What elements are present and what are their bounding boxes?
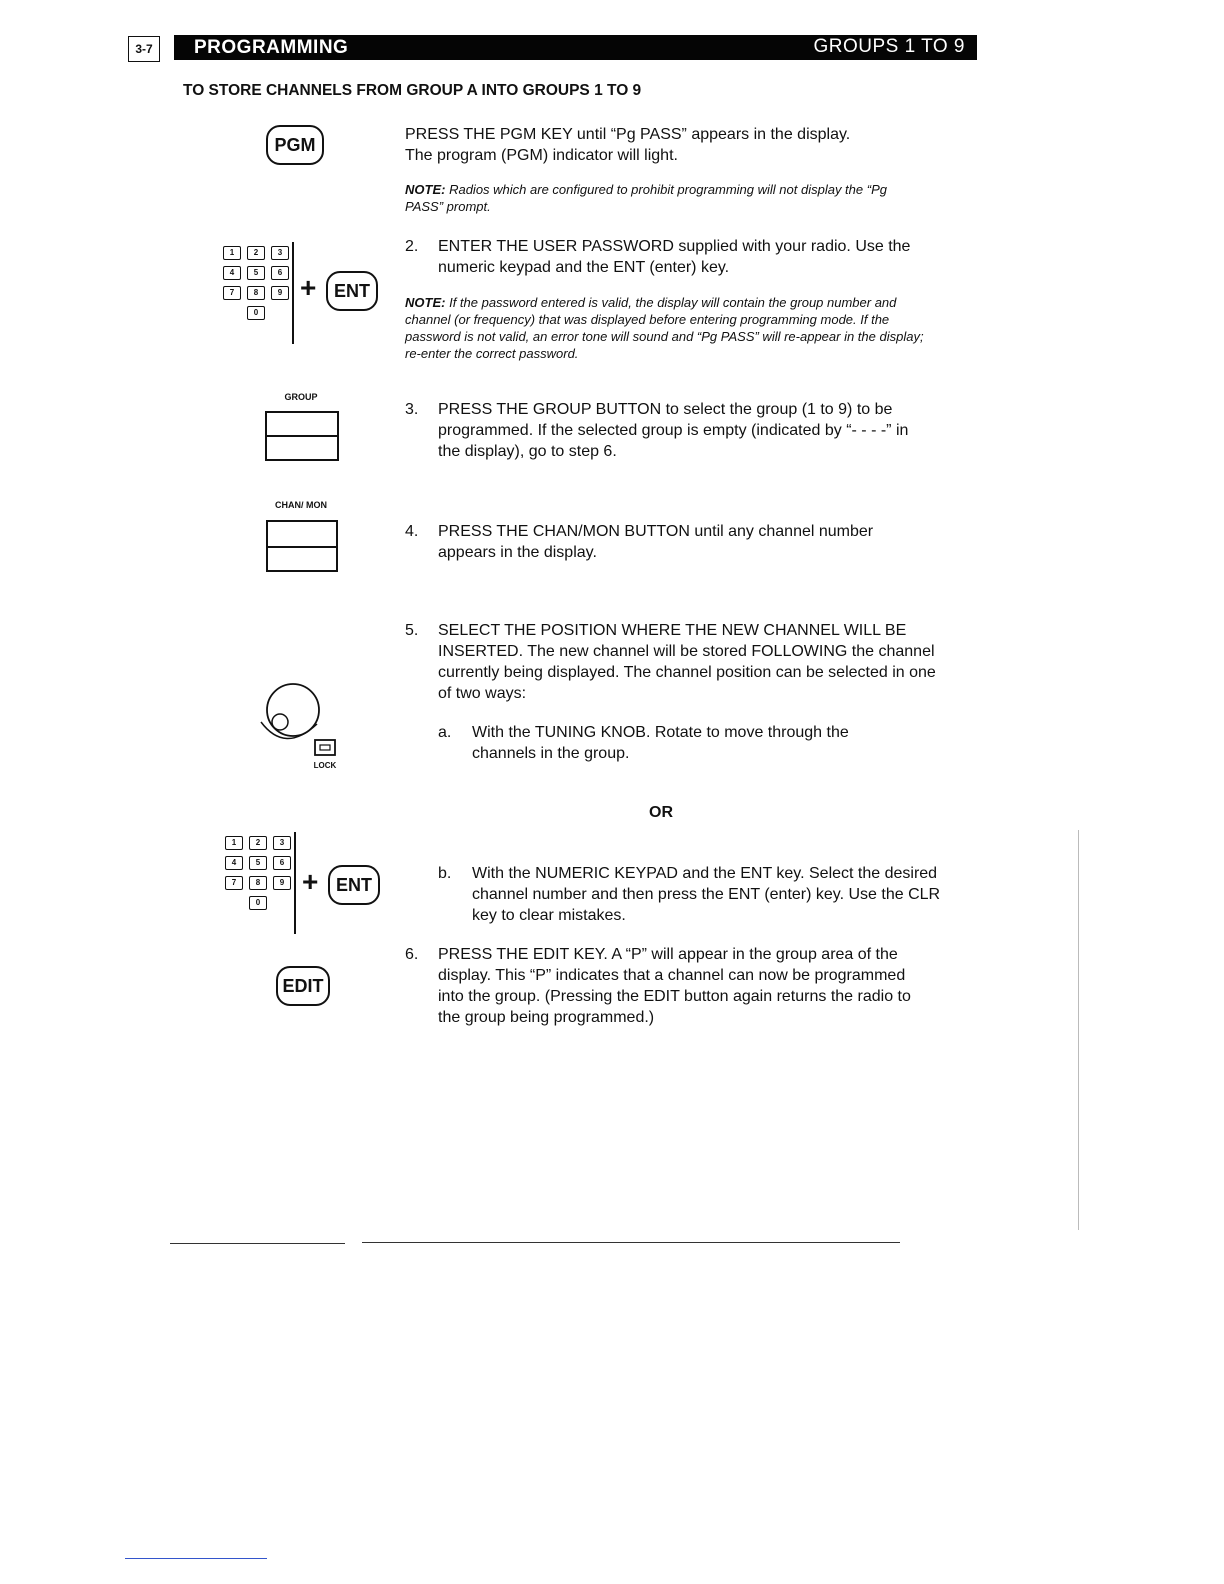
step-5b bbox=[438, 863, 948, 924]
step-5 bbox=[405, 620, 950, 702]
margin-scan-line bbox=[1078, 830, 1079, 1230]
keypad-key-4-icon: 4 bbox=[223, 266, 241, 280]
keypad-key-8-icon: 8 bbox=[249, 876, 267, 890]
plus-icon: + bbox=[300, 272, 317, 303]
step-3-text: PRESS THE GROUP BUTTON to select the group (1 to 9) to be programmed. If the selected group is empty (indicated by “- - - -” in the display), go to step 6. bbox=[438, 401, 909, 460]
keypad-key-5-icon: 5 bbox=[247, 266, 265, 280]
keypad-key-4-icon: 4 bbox=[225, 856, 243, 870]
step-1-text: PRESS THE PGM KEY until “Pg PASS” appears in the display. bbox=[405, 126, 851, 143]
step-5a-text: With the TUNING KNOB. Rotate to move through the channels in the group. bbox=[472, 724, 849, 762]
step-2-number: 2. bbox=[405, 238, 419, 255]
keypad-key-1-icon: 1 bbox=[225, 836, 243, 850]
keypad-key-9-icon: 9 bbox=[271, 286, 289, 300]
ent-key-icon: ENT bbox=[328, 865, 380, 905]
chanmon-button-divider bbox=[268, 546, 336, 548]
note-2 bbox=[405, 294, 925, 362]
keypad-ent-icon bbox=[220, 240, 390, 345]
footer-blue-rule bbox=[125, 1558, 267, 1559]
keypad-key-6-icon: 6 bbox=[273, 856, 291, 870]
keypad-key-8-icon: 8 bbox=[247, 286, 265, 300]
chanmon-button-icon bbox=[266, 520, 338, 572]
step-3-number: 3. bbox=[405, 401, 419, 418]
lock-label: LOCK bbox=[313, 761, 337, 770]
keypad-key-9-icon: 9 bbox=[273, 876, 291, 890]
step-4-number: 4. bbox=[405, 523, 419, 540]
keypad-key-6-icon: 6 bbox=[271, 266, 289, 280]
note-2-label: NOTE: bbox=[405, 295, 446, 310]
plus-icon: + bbox=[302, 866, 319, 897]
keypad-key-2-icon: 2 bbox=[249, 836, 267, 850]
section-banner bbox=[174, 35, 977, 60]
keypad-key-7-icon: 7 bbox=[225, 876, 243, 890]
step-2 bbox=[405, 236, 945, 276]
step-2-text: ENTER THE USER PASSWORD supplied with your radio. Use the numeric keypad and the ENT (enter) key. bbox=[438, 238, 911, 276]
step-5b-text: With the NUMERIC KEYPAD and the ENT key. Select the desired channel number and then press the ENT (enter) key. Use the CLR key to clear mistakes. bbox=[472, 865, 941, 924]
keypad-key-3-icon: 3 bbox=[273, 836, 291, 850]
step-5b-letter: b. bbox=[438, 865, 452, 882]
step-1 bbox=[405, 124, 945, 166]
keypad-divider bbox=[292, 242, 294, 344]
tuning-knob-icon bbox=[255, 682, 345, 772]
step-1-text-2: The program (PGM) indicator will light. bbox=[405, 147, 678, 164]
note-1-label: NOTE: bbox=[405, 182, 446, 197]
keypad-ent-icon-2 bbox=[222, 830, 392, 935]
step-6 bbox=[405, 944, 950, 1026]
section-subtitle: GROUPS 1 TO 9 bbox=[813, 36, 965, 57]
step-5-number: 5. bbox=[405, 622, 419, 639]
step-3 bbox=[405, 399, 945, 460]
section-title: PROGRAMMING bbox=[194, 37, 349, 58]
step-4 bbox=[405, 521, 945, 561]
page-heading: TO STORE CHANNELS FROM GROUP A INTO GROUPS 1 TO 9 bbox=[183, 82, 642, 99]
keypad-key-2-icon: 2 bbox=[247, 246, 265, 260]
keypad-key-7-icon: 7 bbox=[223, 286, 241, 300]
or-separator: OR bbox=[649, 804, 673, 821]
keypad-key-3-icon: 3 bbox=[271, 246, 289, 260]
keypad-divider bbox=[294, 832, 296, 934]
page-number: 3-7 bbox=[128, 36, 160, 62]
group-button-icon bbox=[265, 411, 339, 461]
keypad-key-5-icon: 5 bbox=[249, 856, 267, 870]
note-2-text: If the password entered is valid, the display will contain the group number and channel (or frequency) that was displayed before entering programming mode. If the password is not valid, an error tone will sound and “Pg PASS” will re-appear in the display; re-enter the correct password. bbox=[405, 295, 924, 361]
step-5-text: SELECT THE POSITION WHERE THE NEW CHANNEL WILL BE INSERTED. The new channel will be stored FOLLOWING the channel currently being displayed. The channel position can be selected in one of two ways: bbox=[438, 622, 936, 702]
ent-key-icon: ENT bbox=[326, 271, 378, 311]
chanmon-label: CHAN/ MON bbox=[275, 500, 327, 510]
group-button-divider bbox=[267, 435, 337, 437]
step-6-number: 6. bbox=[405, 946, 419, 963]
bottom-rule-right bbox=[362, 1242, 900, 1243]
step-4-text: PRESS THE CHAN/MON BUTTON until any channel number appears in the display. bbox=[438, 523, 874, 561]
keypad-key-0-icon: 0 bbox=[247, 306, 265, 320]
note-1 bbox=[405, 181, 905, 215]
step-6-text: PRESS THE EDIT KEY. A “P” will appear in the group area of the display. This “P” indicates that a channel can now be programmed into the group. (Pressing the EDIT button again returns the radio to the group being programmed.) bbox=[438, 946, 911, 1026]
group-label: GROUP bbox=[284, 392, 318, 402]
note-1-text: Radios which are configured to prohibit programming will not display the “Pg PASS” prompt. bbox=[405, 182, 887, 214]
step-5a-letter: a. bbox=[438, 724, 452, 741]
bottom-rule-left bbox=[170, 1243, 345, 1244]
keypad-key-0-icon: 0 bbox=[249, 896, 267, 910]
step-5a bbox=[438, 722, 918, 762]
edit-key-icon: EDIT bbox=[276, 966, 330, 1006]
keypad-key-1-icon: 1 bbox=[223, 246, 241, 260]
pgm-key-icon: PGM bbox=[266, 125, 324, 165]
